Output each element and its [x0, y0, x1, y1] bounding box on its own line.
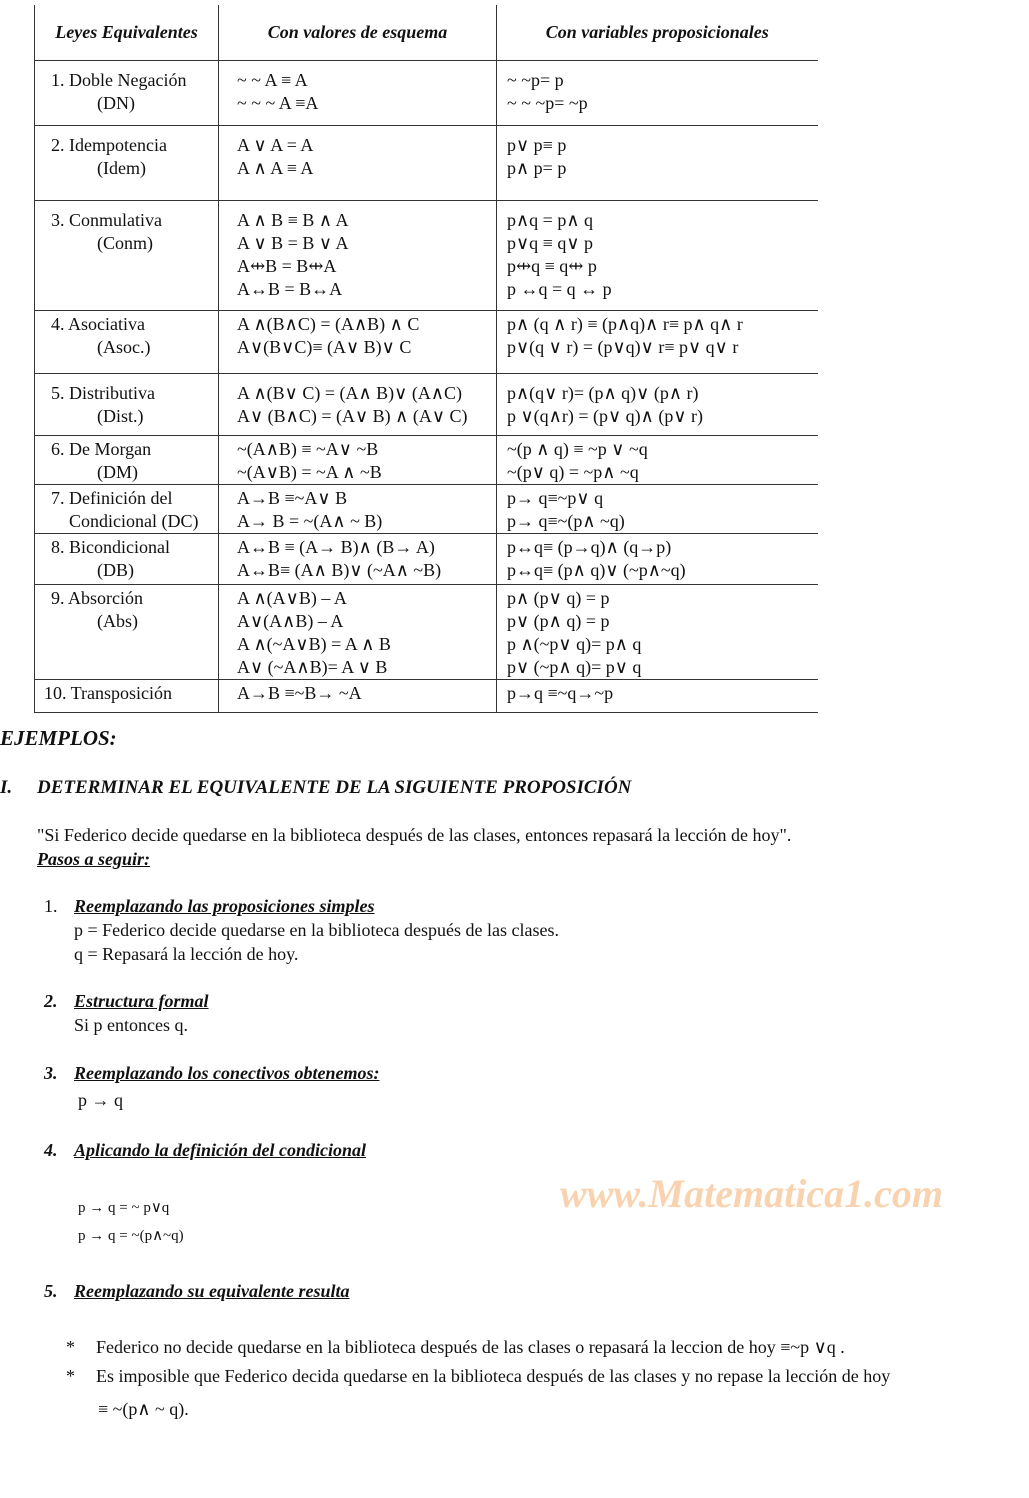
schema-formula: A∨(B∨C)≡ (A∨ B)∨ C	[237, 336, 412, 357]
schema-formula: ~ ~ ~ A ≡A	[237, 92, 319, 113]
law-name: (Abs)	[97, 610, 138, 631]
law-name: 8. Bicondicional	[51, 536, 170, 557]
variable-formula: p ∨(q∧r) = (p∨ q)∧ (p∨ r)	[507, 405, 703, 426]
variable-formula: p∨ (p∧ q) = p	[507, 610, 610, 631]
variable-formula-cell	[497, 584, 818, 679]
law-name: 2. Idempotencia	[51, 134, 167, 155]
bullet-mark: *	[66, 1337, 75, 1357]
schema-formula: ~(A∨B) = ~A ∧ ~B	[237, 461, 382, 482]
schema-formula-cell	[219, 200, 497, 310]
variable-formula: p→q ≡~q→~p	[507, 682, 614, 703]
schema-formula: A ∧(B∨ C) = (A∧ B)∨ (A∧C)	[237, 382, 463, 403]
schema-formula-cell	[219, 60, 497, 125]
variable-formula-cell	[497, 373, 818, 435]
variable-formula: p ∧(~p∨ q)= p∧ q	[507, 633, 642, 654]
variable-formula-cell	[497, 484, 818, 533]
schema-formula: A∨ (B∧C) = (A∨ B) ∧ (A∨ C)	[237, 405, 468, 426]
steps-label: Pasos a seguir:	[37, 849, 151, 869]
step-line: Si p entonces q.	[74, 1015, 188, 1035]
schema-formula-cell	[219, 310, 497, 373]
table-row	[35, 435, 818, 484]
schema-formula: A ∧(~A∨B) = A ∧ B	[237, 633, 391, 654]
law-name: (Idem)	[97, 157, 146, 178]
table-row	[35, 533, 818, 584]
variable-formula: p→ q≡~p∨ q	[507, 487, 604, 508]
law-name-cell	[35, 373, 219, 435]
law-name: 7. Definición del	[51, 487, 173, 508]
variable-formula: ~(p ∧ q) ≡ ~p ∨ ~q	[507, 438, 648, 459]
schema-formula: A⇹B = B⇹A	[237, 255, 337, 276]
law-name-cell	[35, 60, 219, 125]
variable-formula-cell	[497, 60, 818, 125]
variable-formula-cell	[497, 435, 818, 484]
variable-formula-cell	[497, 125, 818, 200]
law-name-cell	[35, 435, 219, 484]
header-variables: Con variables proposicionales	[497, 5, 818, 60]
law-name-cell	[35, 125, 219, 200]
step-line: p → q	[78, 1090, 123, 1110]
variable-formula: p∨ p≡ p	[507, 134, 567, 155]
variable-formula: ~ ~p= p	[507, 69, 564, 90]
header-laws: Leyes Equivalentes	[35, 5, 219, 60]
variable-formula: p∨q ≡ q∨ p	[507, 232, 594, 253]
examples-title: EJEMPLOS:	[0, 726, 117, 750]
variable-formula-cell	[497, 200, 818, 310]
variable-formula: p ↔q = q ↔ p	[507, 278, 612, 299]
law-name: 6. De Morgan	[51, 438, 152, 459]
step-title: Estructura formal	[74, 991, 209, 1011]
variable-formula: p∧(q∨ r)= (p∧ q)∨ (p∧ r)	[507, 382, 699, 403]
step-title: Reemplazando su equivalente resulta	[74, 1281, 350, 1301]
schema-formula: A ∧ A ≡ A	[237, 157, 314, 178]
table-row	[35, 373, 818, 435]
variable-formula-cell	[497, 533, 818, 584]
proposition-quote: "Si Federico decide quedarse en la biblioteca después de las clases, entonces repasará la lección de hoy".	[37, 825, 792, 845]
schema-formula: A→ B = ~(A∧ ~ B)	[237, 510, 383, 531]
step-line: p → q = ~ p∨q	[78, 1200, 170, 1216]
law-name: 5. Distributiva	[51, 382, 155, 403]
variable-formula-cell	[497, 310, 818, 373]
step-number: 4.	[44, 1140, 58, 1160]
step-title: Reemplazando las proposiciones simples	[74, 896, 375, 916]
bullet-text: Federico no decide quedarse en la biblioteca después de las clases o repasará la leccion de hoy ≡~p ∨q .	[96, 1337, 845, 1357]
variable-formula: p∧ (q ∧ r) ≡ (p∧q)∧ r≡ p∧ q∧ r	[507, 313, 743, 334]
step-number: 1.	[44, 896, 58, 916]
law-name: 10. Transposición	[44, 682, 173, 703]
bullet-continuation: ≡ ~(p∧ ~ q).	[98, 1399, 189, 1419]
schema-formula-cell	[219, 435, 497, 484]
step-line: p → q = ~(p∧~q)	[78, 1228, 184, 1244]
schema-formula: A ∨ B = B ∨ A	[237, 232, 349, 253]
table-row	[35, 484, 818, 533]
section-title: DETERMINAR EL EQUIVALENTE DE LA SIGUIENTE PROPOSICIÓN	[37, 777, 632, 798]
variable-formula-cell	[497, 679, 818, 712]
law-name: (Dist.)	[97, 405, 144, 426]
table-row	[35, 125, 818, 200]
step-number: 2.	[44, 991, 58, 1011]
law-name-cell	[35, 584, 219, 679]
bullet-mark: *	[66, 1366, 75, 1386]
schema-formula: A∨ (~A∧B)= A ∨ B	[237, 656, 388, 677]
law-name-cell	[35, 200, 219, 310]
law-name: (Conm)	[97, 232, 153, 253]
law-name: 4. Asociativa	[51, 313, 145, 334]
variable-formula: p∨(q ∨ r) = (p∨q)∨ r≡ p∨ q∨ r	[507, 336, 739, 357]
table-header-row	[35, 5, 818, 60]
schema-formula-cell	[219, 679, 497, 712]
bullet-text: Es imposible que Federico decida quedarse en la biblioteca después de las clases y no repase la lección de hoy	[96, 1366, 891, 1386]
equivalence-laws-table	[34, 5, 818, 713]
schema-formula: A↔B ≡ (A→ B)∧ (B→ A)	[237, 536, 435, 557]
variable-formula: ~ ~ ~p= ~p	[507, 92, 588, 113]
step-title: Aplicando la definición del condicional	[74, 1140, 366, 1160]
variable-formula: p∨ (~p∧ q)= p∨ q	[507, 656, 642, 677]
table-row	[35, 310, 818, 373]
watermark-logo: www.Matematica1.com	[560, 1171, 943, 1216]
schema-formula-cell	[219, 373, 497, 435]
schema-formula: A ∨ A = A	[237, 134, 314, 155]
step-number: 5.	[44, 1281, 58, 1301]
schema-formula: ~(A∧B) ≡ ~A∨ ~B	[237, 438, 379, 459]
section-number: I.	[0, 777, 13, 798]
schema-formula: A∨(A∧B) – A	[237, 610, 344, 631]
table-row	[35, 679, 818, 712]
step-line: q = Repasará la lección de hoy.	[74, 944, 299, 964]
variable-formula: p↔q≡ (p∧ q)∨ (~p∧~q)	[507, 559, 686, 580]
law-name-cell	[35, 484, 219, 533]
law-name: Condicional (DC)	[69, 510, 199, 531]
schema-formula-cell	[219, 125, 497, 200]
variable-formula: p⇹q ≡ q⇹ p	[507, 255, 597, 276]
table-row	[35, 200, 818, 310]
schema-formula: A ∧(A∨B) – A	[237, 587, 347, 608]
header-schema: Con valores de esquema	[219, 5, 497, 60]
schema-formula: A ∧(B∧C) = (A∧B) ∧ C	[237, 313, 420, 334]
schema-formula-cell	[219, 484, 497, 533]
variable-formula: p→ q≡~(p∧ ~q)	[507, 510, 625, 531]
step-number: 3.	[44, 1063, 58, 1083]
variable-formula: p∧q = p∧ q	[507, 209, 594, 230]
schema-formula: A↔B = B↔A	[237, 278, 343, 299]
schema-formula-cell	[219, 584, 497, 679]
law-name: (Asoc.)	[97, 336, 151, 357]
table-row	[35, 584, 818, 679]
law-name: (DM)	[97, 461, 138, 482]
step-title: Reemplazando los conectivos obtenemos:	[74, 1063, 380, 1083]
schema-formula: A→B ≡~B→ ~A	[237, 682, 362, 703]
law-name: 1. Doble Negación	[51, 69, 187, 90]
schema-formula-cell	[219, 533, 497, 584]
variable-formula: p∧ p= p	[507, 157, 567, 178]
law-name: (DB)	[97, 559, 134, 580]
variable-formula: p∧ (p∨ q) = p	[507, 587, 610, 608]
law-name-cell	[35, 310, 219, 373]
variable-formula: ~(p∨ q) = ~p∧ ~q	[507, 461, 639, 482]
law-name-cell	[35, 533, 219, 584]
schema-formula: A ∧ B ≡ B ∧ A	[237, 209, 349, 230]
law-name-cell	[35, 679, 219, 712]
law-name: 3. Conmulativa	[51, 209, 162, 230]
schema-formula: A→B ≡~A∨ B	[237, 487, 348, 508]
schema-formula: ~ ~ A ≡ A	[237, 69, 308, 90]
variable-formula: p↔q≡ (p→q)∧ (q→p)	[507, 536, 672, 557]
step-line: p = Federico decide quedarse en la biblioteca después de las clases.	[74, 920, 559, 940]
law-name: 9. Absorción	[51, 587, 143, 608]
law-name: (DN)	[97, 92, 135, 113]
table-row	[35, 60, 818, 125]
schema-formula: A↔B≡ (A∧ B)∨ (~A∧ ~B)	[237, 559, 442, 580]
